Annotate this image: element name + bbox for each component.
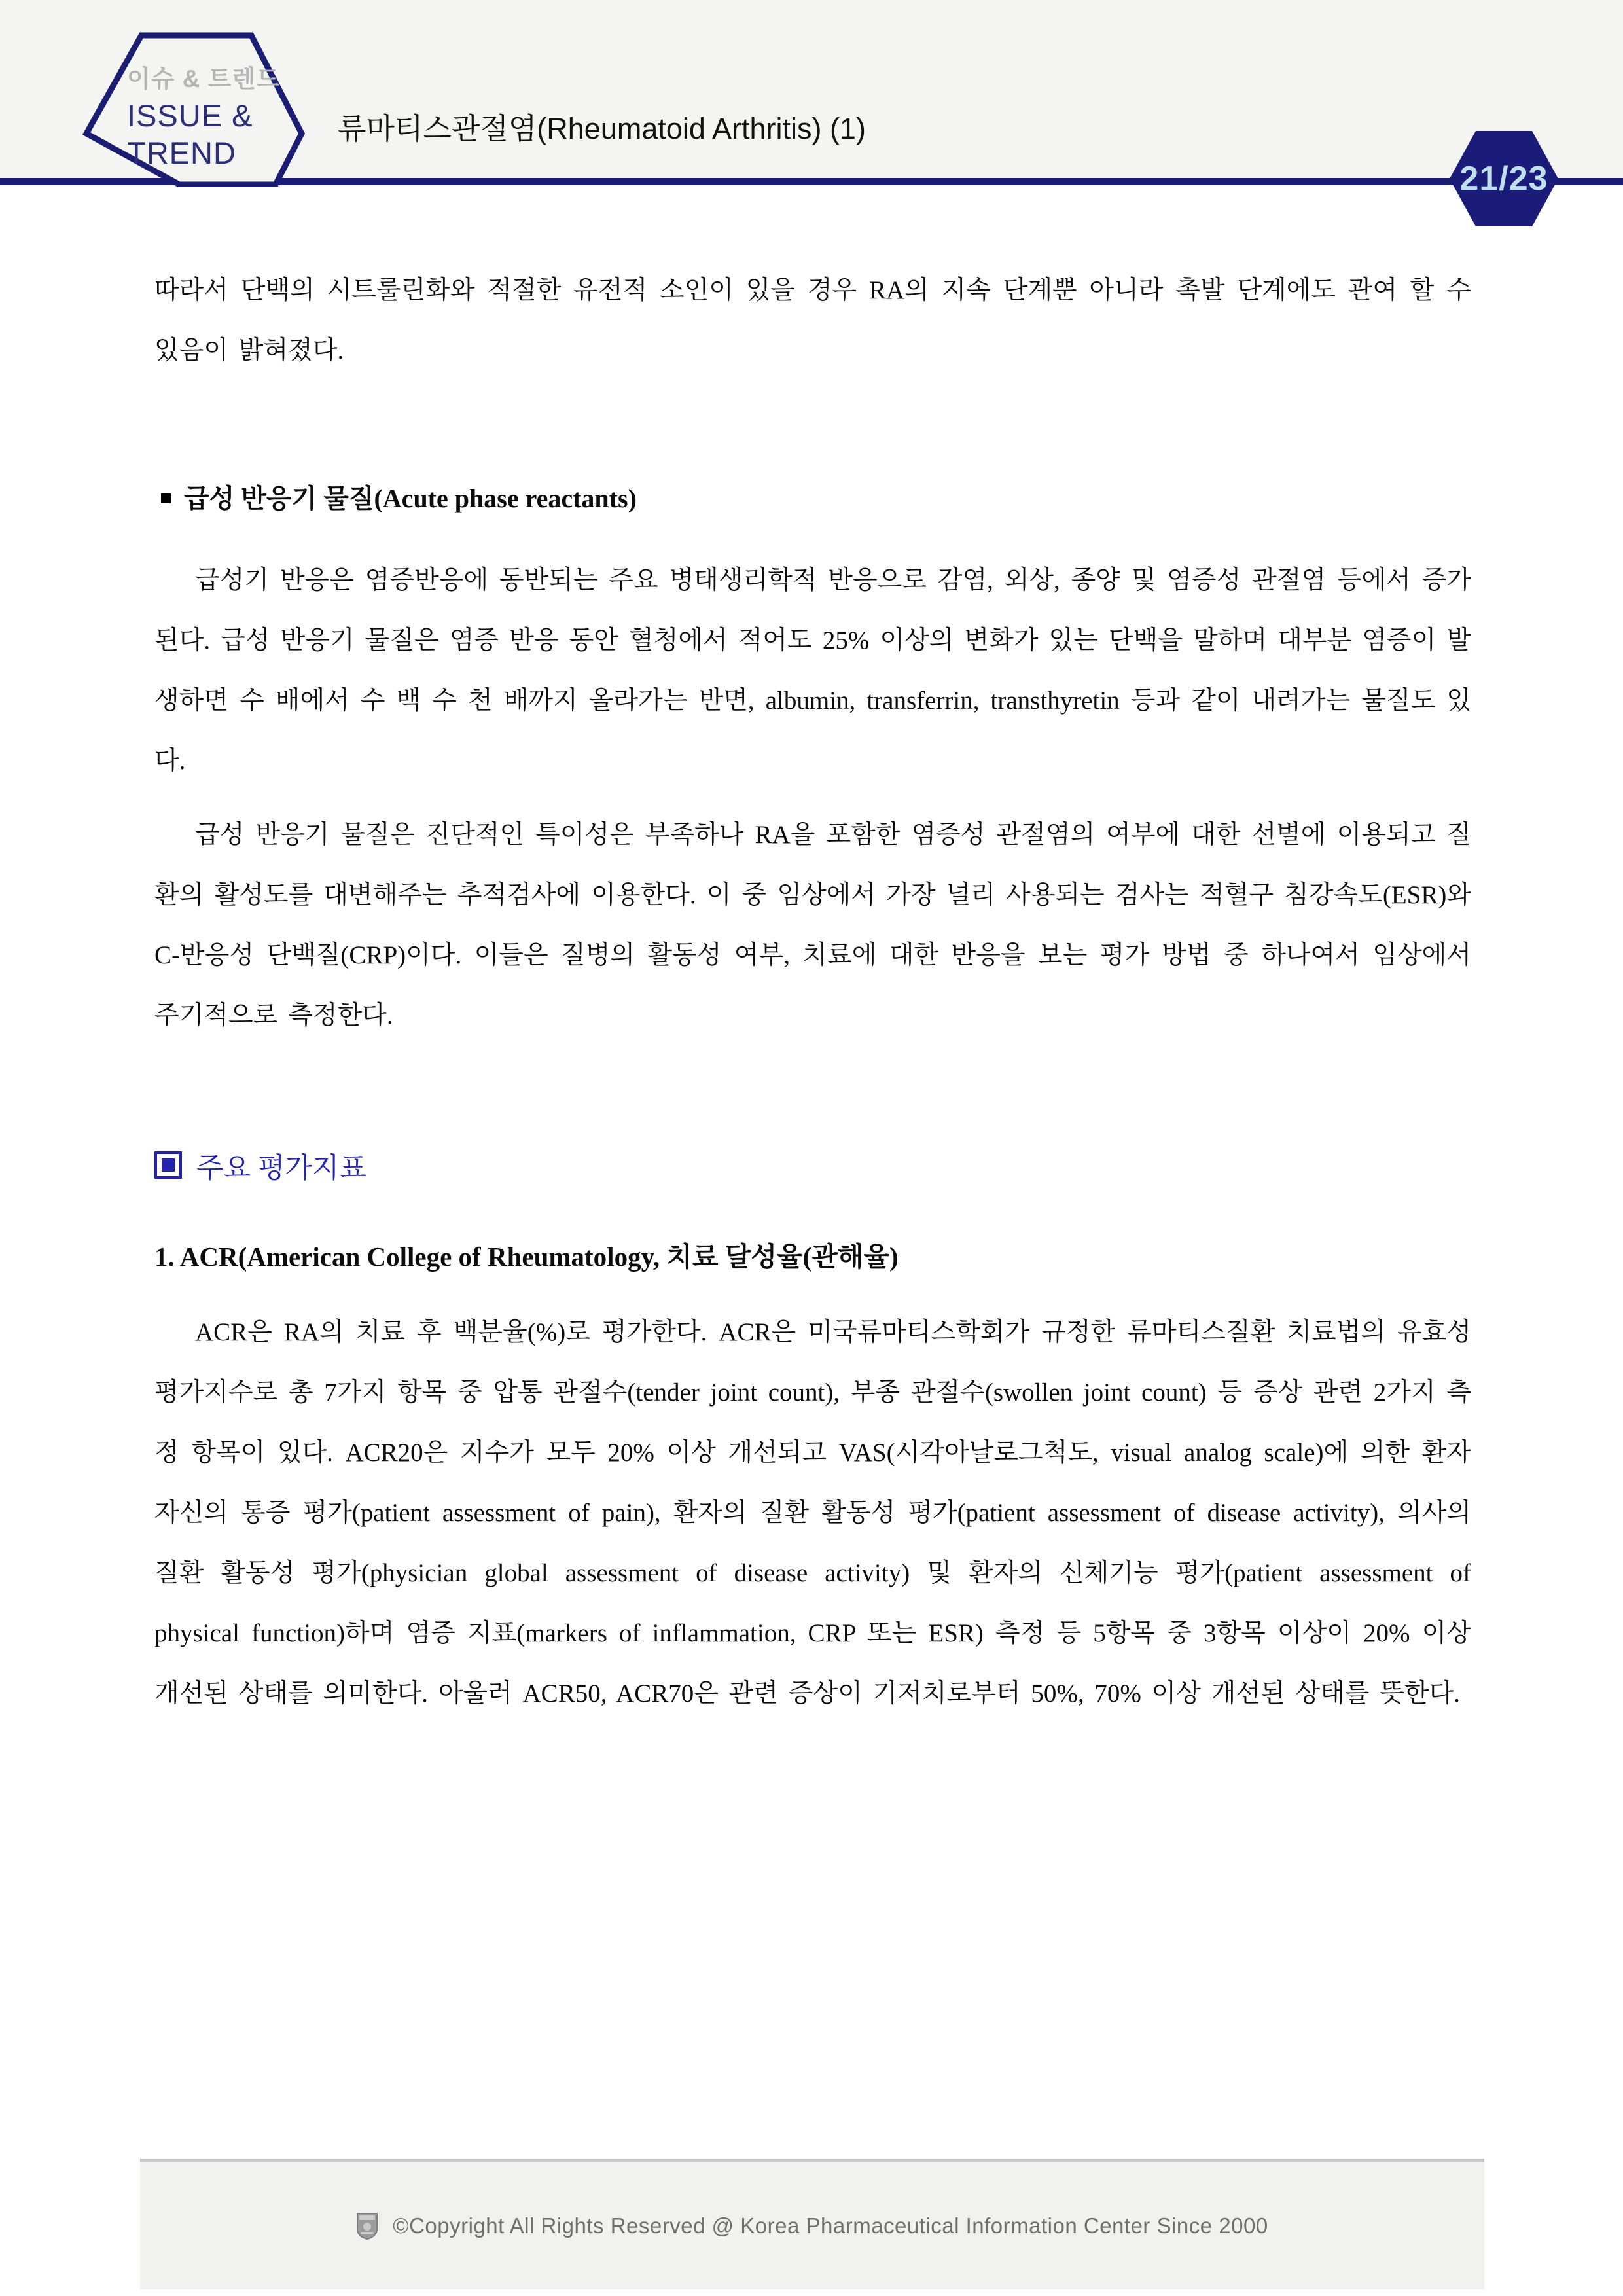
- acute-phase-paragraph-2: 급성 반응기 물질은 진단적인 특이성은 부족하나 RA을 포함한 염증성 관절염의 여부에 대한 선별에 이용되고 질환의 활성도를 대변해주는 추적검사에 이용한다. 이 중 임상에서 가장 널리 사용되는 검사는 적혈구 침강속도(ESR)와 C-반응성 단백질(CRP)이다. 이들은 질병의 활동성 여부, 치료에 대한 반응을 보는 평가 방법 중 하나여서 임상에서 주기적으로 측정한다.: [154, 821, 1471, 1030]
- bullet-square-icon: [161, 493, 171, 503]
- acr-paragraph: ACR은 RA의 치료 후 백분율(%)로 평가한다. ACR은 미국류마티스학회가 규정한 류마티스질환 치료법의 유효성 평가지수로 총 7가지 항목 중 압통 관절수(tender joint count), 부종 관절수(swollen joint count) 등 증상 관련 2가지 측정 항목이 있다. ACR20은 지수가 모두 20% 이상 개선되고 VAS(시각아날로그척도, visual analog scale)에 의한 환자 자신의 통증 평가(patient assessment of pain), 환자의 질환 활동성 평가(patient assessment of disease activity), 의사의 질환 활동성 평가(physician global assessment of disease activity) 및 환자의 신체기능 평가(patient assessment of physical function)하며 염증 지표(markers of inflammation, CRP 또는 ESR) 측정 등 5항목 중 3항목 이상이 20% 이상 개선된 상태를 의미한다. 아울러 ACR50, ACR70은 관련 증상이 기저치로부터 50%, 70% 이상 개선된 상태를 뜻한다.: [154, 1318, 1471, 1708]
- page-number-badge: [1445, 127, 1563, 230]
- page-number: 21/23: [1459, 160, 1548, 198]
- issue-trend-badge: [73, 29, 310, 187]
- issue-trend-badge-text: [127, 65, 280, 175]
- badge-english-label-line1: ISSUE &: [127, 98, 253, 133]
- badge-korean-label: 이슈 & 트렌드: [127, 65, 280, 92]
- intro-paragraph: 따라서 단백의 시트룰린화와 적절한 유전적 소인이 있을 경우 RA의 지속 단계뿐 아니라 촉발 단계에도 관여 할 수 있음이 밝혀졌다.: [154, 276, 1471, 365]
- evaluation-index-heading-text: 주요 평가지표: [196, 1153, 366, 1184]
- footer-content: [356, 2212, 1268, 2240]
- acute-phase-heading: [161, 469, 1478, 529]
- acr-heading: 1. ACR(American College of Rheumatology, 치료 달성율(관해율): [154, 1242, 899, 1272]
- badge-english-label-line2: TREND: [127, 135, 236, 170]
- acute-phase-heading-text: 급성 반응기 물질(Acute phase reactants): [184, 484, 637, 513]
- evaluation-index-heading: [154, 1139, 1471, 1199]
- acute-phase-paragraph-1: 급성기 반응은 염증반응에 동반되는 주요 병태생리학적 반응으로 감염, 외상, 종양 및 염증성 관절염 등에서 증가된다. 급성 반응기 물질은 염증 반응 동안 혈청에서 적어도 25% 이상의 변화가 있는 단백을 말하며 대부분 염증이 발생하면 수 배에서 수 백 수 천 배까지 올라가는 반면, albumin, transferrin, transthyretin 등과 같이 내려가는 물질도 있다.: [154, 566, 1471, 775]
- page-title: 류마티스관절염(Rheumatoid Arthritis) (1): [338, 112, 866, 145]
- shield-icon: [356, 2212, 378, 2240]
- section-marker-icon: [154, 1151, 182, 1179]
- footer: [140, 2159, 1484, 2289]
- copyright-text: ©Copyright All Rights Reserved @ Korea Pharmaceutical Information Center Since 2000: [393, 2214, 1268, 2238]
